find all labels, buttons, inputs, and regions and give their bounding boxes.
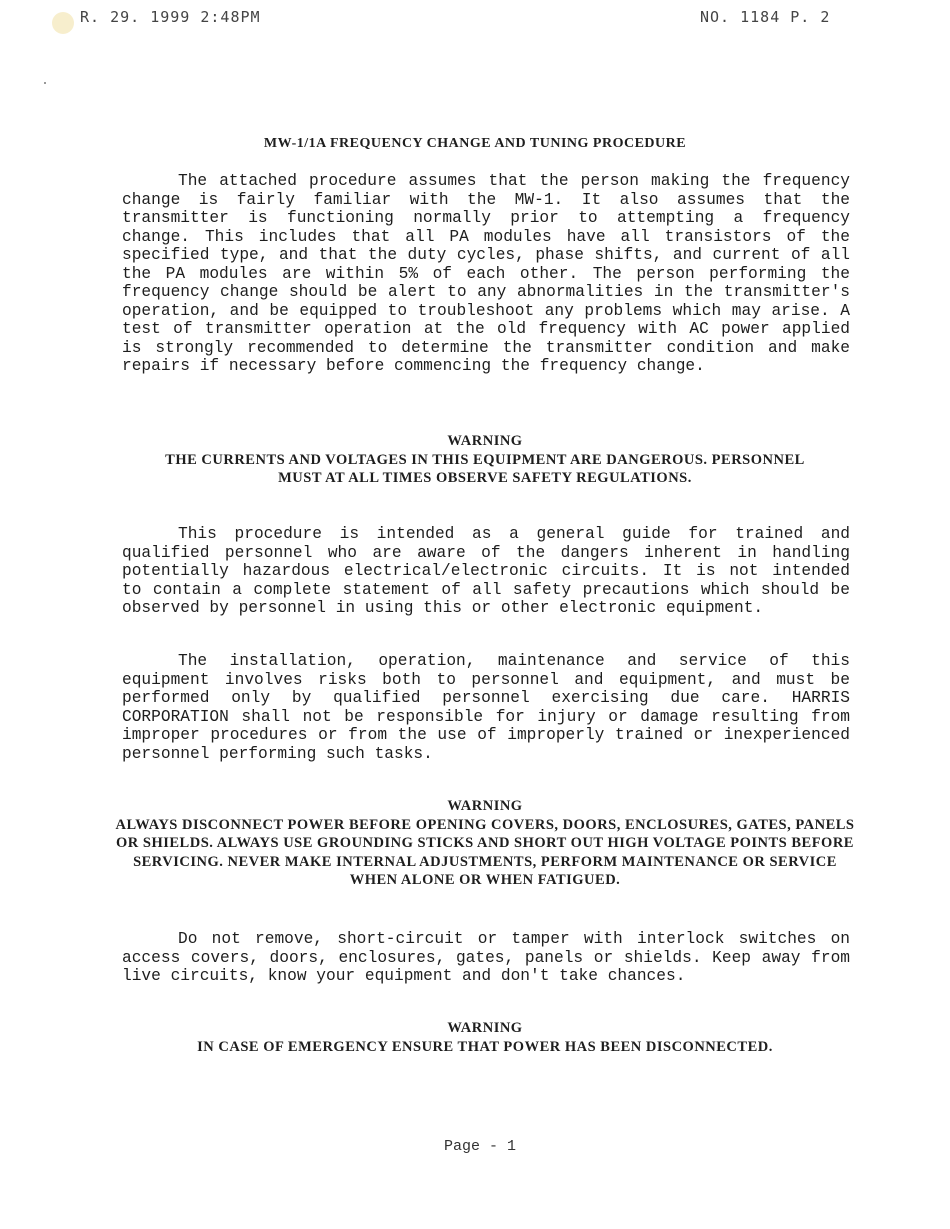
- guide-paragraph: This procedure is intended as a general guide for trained and qualified personnel who are aware of the dangers inherent in handling potentially hazardous electrical/electronic circuits. It is not intended to contain a complete statement of all safety precautions which should be observed by personnel in using this or other electronic equipment.: [122, 525, 850, 617]
- fax-header: [0, 8, 950, 36]
- warning-block-1: [110, 432, 860, 488]
- warning-block-3: [110, 1019, 860, 1056]
- interlock-paragraph: Do not remove, short-circuit or tamper with interlock switches on access covers, doors, enclosures, gates, panels or shields. Keep away from live circuits, know your equipment and don't take chances.: [122, 930, 850, 985]
- document-title: MW-1/1A FREQUENCY CHANGE AND TUNING PROCEDURE: [263, 136, 687, 151]
- scan-speck: [44, 82, 46, 84]
- stamp-mark-icon: [52, 12, 74, 34]
- page-footer: Page - 1: [443, 1138, 516, 1155]
- warning-text: IN CASE OF EMERGENCY ENSURE THAT POWER HAS BEEN DISCONNECTED.: [197, 1038, 773, 1055]
- warning-text: THE CURRENTS AND VOLTAGES IN THIS EQUIPMENT ARE DANGEROUS. PERSONNEL MUST AT ALL TIMES OBSERVE SAFETY REGULATIONS.: [165, 451, 805, 486]
- warning-block-2: [110, 797, 860, 890]
- fax-date-time: R. 29. 1999 2:48PM: [80, 8, 261, 26]
- intro-paragraph: The attached procedure assumes that the person making the frequency change is fairly familiar with the MW-1. It also assumes that the transmitter is functioning normally prior to attempting a frequency change. This includes that all PA modules have all transistors of the specified type, and that the duty cycles, phase shifts, and current of all the PA modules are within 5% of each other. The person performing the frequency change should be alert to any abnormalities in the transmitter's operation, and be equipped to troubleshoot any problems which may arise. A test of transmitter operation at the old frequency with AC power applied is strongly recommended to determine the transmitter condition and make repairs if necessary before commencing the frequency change.: [122, 172, 850, 375]
- warning-label: WARNING: [447, 1020, 523, 1036]
- warning-text: ALWAYS DISCONNECT POWER BEFORE OPENING COVERS, DOORS, ENCLOSURES, GATES, PANELS OR SHIELDS. ALWAYS USE GROUNDING STICKS AND SHORT OUT HIGH VOLTAGE POINTS BEFORE SERVICING. NEVER MAKE INTERNAL ADJUSTMENTS, PERFORM MAINTENANCE OR SERVICE WHEN ALONE OR WHEN FATIGUED.: [115, 816, 855, 888]
- liability-paragraph: The installation, operation, maintenance and service of this equipment involves risks both to personnel and equipment, and must be performed only by qualified personnel exercising due care. HARRIS CORPORATION shall not be responsible for injury or damage resulting from improper procedures or from the use of improperly trained or inexperienced personnel performing such tasks.: [122, 652, 850, 763]
- fax-page-ref: NO. 1184 P. 2: [700, 8, 831, 26]
- warning-label: WARNING: [447, 798, 523, 814]
- warning-label: WARNING: [447, 433, 523, 449]
